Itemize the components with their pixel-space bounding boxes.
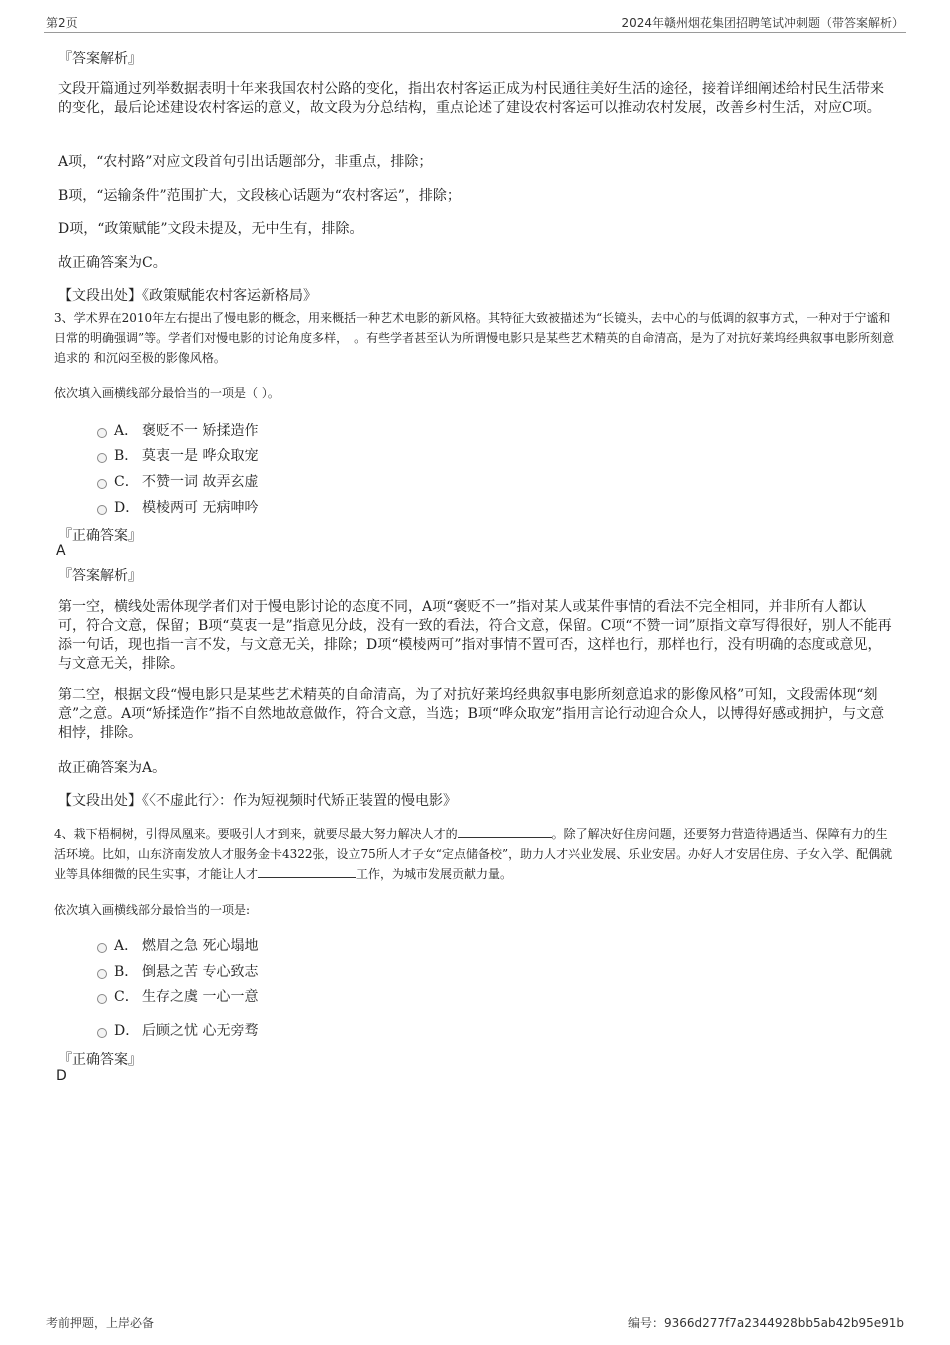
- q4-option-c[interactable]: [114, 986, 258, 1006]
- q4-option-d-letter: D．: [114, 1023, 140, 1039]
- footer-serial-value: 9366d277f7a2344928bb5ab42b95e91b: [664, 1316, 904, 1330]
- q3-option-a-radio[interactable]: [97, 428, 107, 438]
- q3-option-b-text: 莫衷一是 哗众取宠: [142, 448, 259, 464]
- q4-option-a[interactable]: [114, 935, 258, 955]
- q3-source: 【文段出处】《〈不虚此行〉：作为短视频时代矫正装置的慢电影》: [58, 793, 457, 809]
- q2-analysis-option-a: A项，“农村路”对应文段首句引出话题部分，非重点，排除；: [58, 154, 433, 170]
- q3-option-a[interactable]: [114, 420, 258, 440]
- q4-option-a-letter: A．: [114, 938, 139, 954]
- header-rule: [44, 32, 906, 33]
- page-number: 第2页: [46, 16, 78, 30]
- q3-option-a-letter: A．: [114, 423, 139, 439]
- q4-stem: [54, 824, 896, 884]
- q4-stem-part-1: 4、栽下梧桐树，引得凤凰来。要吸引人才到来，就要尽最大努力解决人才的: [54, 827, 458, 841]
- footer-serial: [628, 1314, 904, 1331]
- q3-option-c[interactable]: [114, 471, 258, 491]
- q4-option-d-radio[interactable]: [97, 1028, 107, 1038]
- document-title: 2024年赣州烟花集团招聘笔试冲刺题（带答案解析）: [621, 16, 904, 30]
- q3-option-d-text: 模棱两可 无病呻吟: [142, 500, 259, 516]
- q3-conclusion: 故正确答案为A。: [58, 760, 167, 776]
- q3-option-c-text: 不赞一词 故弄玄虚: [142, 474, 259, 490]
- q2-analysis-heading: 『答案解析』: [58, 51, 142, 67]
- q4-option-b[interactable]: [114, 961, 258, 981]
- q3-analysis-paragraph-2: 第二空，根据文段“慢电影只是某些艺术精英的自命清高，为了对抗好莱坞经典叙事电影所刻意追求的影像风格”可知，文段需体现“刻意”之意。A项“矫揉造作”指不自然地故意做作，符合文意，当选；B项“哗众取宠”指用言论行动迎合众人，以博得好感或拥护，与文意相悖，排除。: [58, 687, 885, 741]
- q4-answer: D: [56, 1068, 67, 1084]
- q4-option-c-letter: C．: [114, 989, 139, 1005]
- q4-option-a-text: 燃眉之急 死心塌地: [142, 938, 259, 954]
- q3-option-a-text: 褒贬不一 矫揉造作: [142, 423, 259, 439]
- q2-source: 【文段出处】《政策赋能农村客运新格局》: [58, 288, 317, 304]
- q2-conclusion: 故正确答案为C。: [58, 255, 167, 271]
- q4-option-d-text: 后顾之忧 心无旁骛: [142, 1023, 259, 1039]
- q3-option-b[interactable]: [114, 445, 258, 465]
- q3-option-c-radio[interactable]: [97, 479, 107, 489]
- q3-option-d[interactable]: [114, 497, 258, 517]
- q4-option-b-radio[interactable]: [97, 969, 107, 979]
- footer-serial-label: 编号：: [628, 1316, 665, 1330]
- q4-prompt: 依次填入画横线部分最恰当的一项是:: [54, 903, 251, 917]
- q3-option-c-letter: C．: [114, 474, 139, 490]
- q3-answer-heading: 『正确答案』: [58, 528, 142, 544]
- q4-option-d[interactable]: [114, 1020, 258, 1040]
- q3-analysis-heading: 『答案解析』: [58, 568, 142, 584]
- q3-option-b-radio[interactable]: [97, 453, 107, 463]
- q4-stem-part-3: 工作，为城市发展贡献力量。: [356, 867, 513, 881]
- q4-option-c-text: 生存之虞 一心一意: [142, 989, 259, 1005]
- q4-answer-heading: 『正确答案』: [58, 1052, 142, 1068]
- q2-analysis-option-d: D项，“政策赋能”文段未提及，无中生有，排除。: [58, 221, 364, 237]
- q4-option-b-text: 倒悬之苦 专心致志: [142, 964, 259, 980]
- q4-stem-part-2: 。除了解决好住房问题，还要努力营造待遇适当、保障有力的生活环境。比如，山东济南发放人才服务金卡4322张，设立75所人才子女“定点储备校”，助力人才兴业发展、乐业安居。办好人才安居住房、子女入学、配偶就业等具体细微的民生实事，才能让人才: [54, 827, 893, 881]
- q3-option-d-letter: D．: [114, 500, 140, 516]
- q3-answer: A: [56, 543, 66, 559]
- q3-stem: 3、学术界在2010年左右提出了慢电影的概念，用来概括一种艺术电影的新风格。其特征大致被描述为“长镜头，去中心的与低调的叙事方式，一种对于宁谧和日常的明确强调”等。学者们对慢电影的讨论角度多样， 。有些学者甚至认为所谓慢电影只是某些艺术精英的自命清高，是为了对抗好莱坞经典叙事电影所刻意追求的 和沉闷至极的影像风格。: [54, 311, 895, 365]
- q4-blank-2: [258, 865, 356, 878]
- q3-prompt: 依次填入画横线部分最恰当的一项是（ ）。: [54, 386, 280, 400]
- q4-option-a-radio[interactable]: [97, 943, 107, 953]
- q2-analysis-paragraph: 文段开篇通过列举数据表明十年来我国农村公路的变化，指出农村客运正成为村民通往美好生活的途径，接着详细阐述给村民生活带来的变化，最后论述建设农村客运的意义，故文段为分总结构，重点论述了建设农村客运可以推动农村发展，改善乡村生活，对应C项。: [58, 81, 884, 116]
- q3-option-b-letter: B．: [114, 448, 139, 464]
- q4-option-c-radio[interactable]: [97, 994, 107, 1004]
- footer-slogan: 考前押题，上岸必备: [46, 1316, 155, 1330]
- q4-blank-1: [458, 825, 552, 838]
- q3-option-d-radio[interactable]: [97, 505, 107, 515]
- q4-option-b-letter: B．: [114, 964, 139, 980]
- q3-analysis-paragraph-1: 第一空，横线处需体现学者们对于慢电影讨论的态度不同，A项“褒贬不一”指对某人或某件事情的看法不完全相同，并非所有人都认可，符合文意，保留；B项“莫衷一是”指意见分歧，没有一致的看法，符合文意，保留。C项“不赞一词”原指文章写得很好，别人不能再添一句话，现也指一言不发，与文意无关，排除；D项“模棱两可”指对事情不置可否，这样也行，那样也行，没有明确的态度或意见，与文意无关，排除。: [58, 599, 892, 672]
- q2-analysis-option-b: B项，“运输条件”范围扩大，文段核心话题为“农村客运”，排除；: [58, 188, 461, 204]
